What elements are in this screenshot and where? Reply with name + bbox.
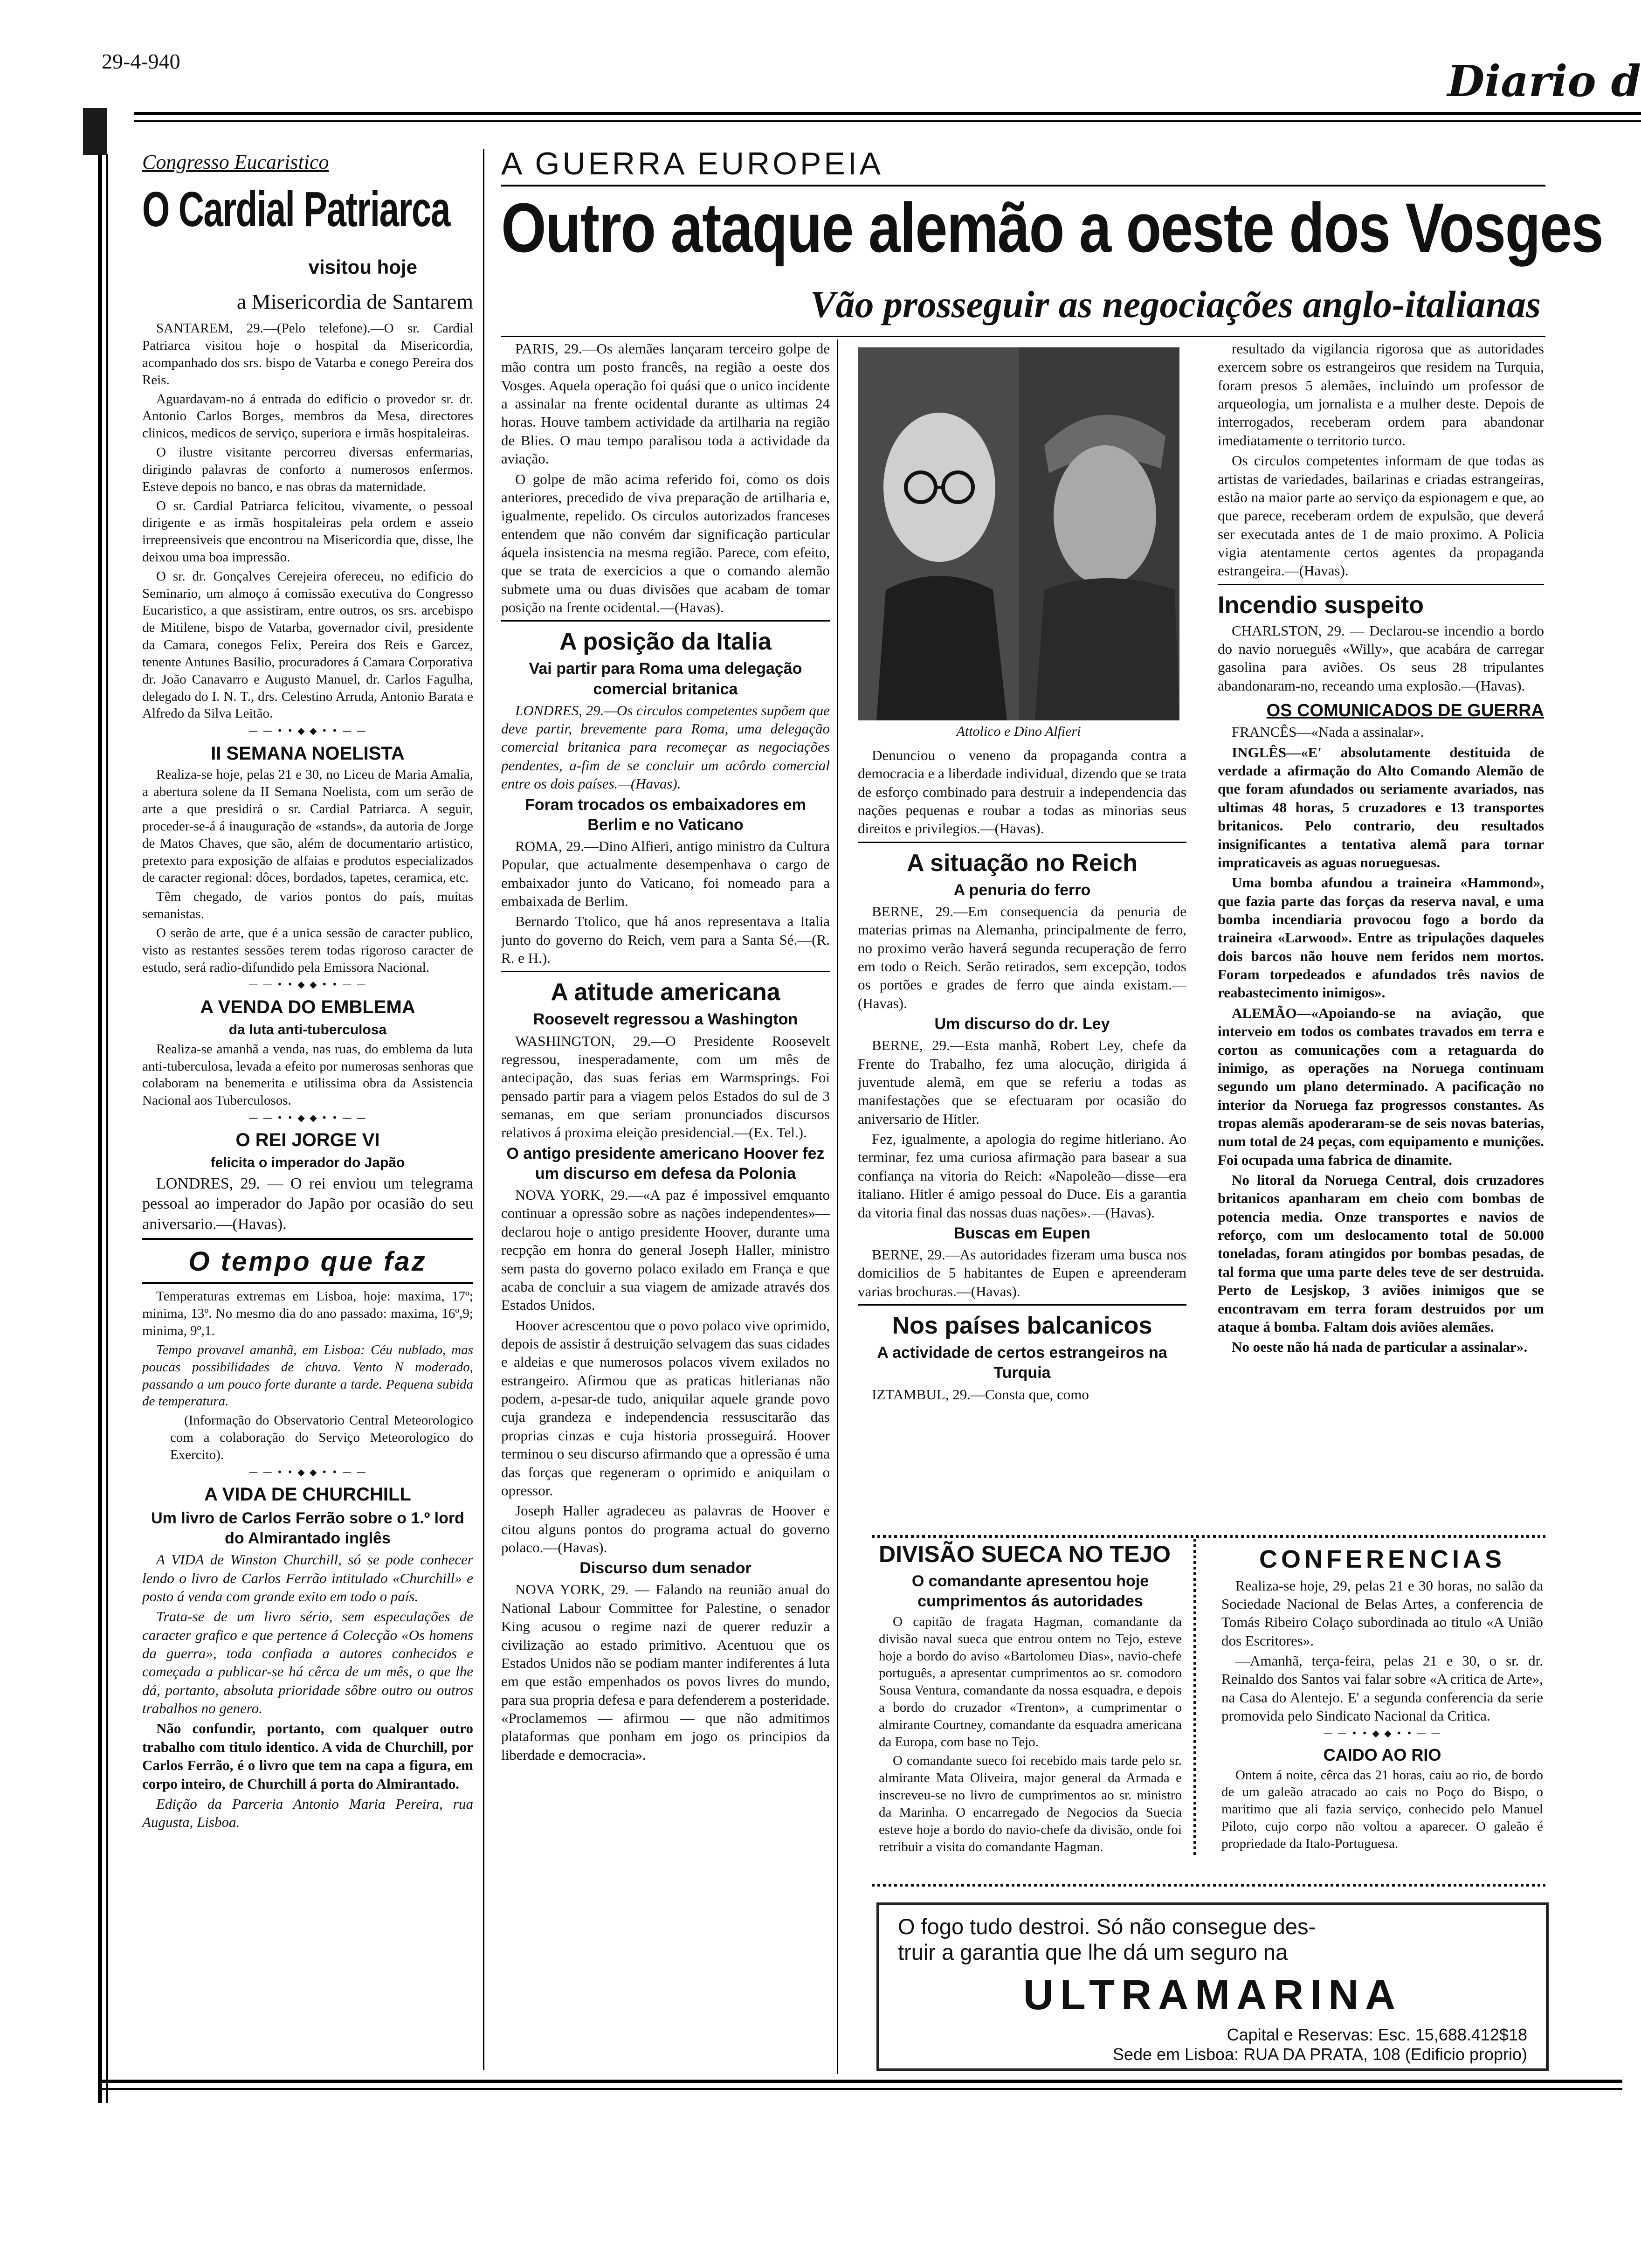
separator: — — • • ◆ ◆ • • — — [248,979,367,990]
main-headline: Outro ataque alemão a oeste dos Vosges [501,188,1603,267]
photo-attolico-alfieri [858,347,1179,720]
divider [1218,584,1544,585]
divider [501,971,830,972]
section-label: A GUERRA EUROPEIA [501,146,883,181]
comunic-p5: No litoral da Noruega Central, dois cruzadores britanicos apanharam em cheio com bombas de potencia media. Onze transportes e navios de reforço, com um deslocamento total de 50.000 toneladas, foram atingidos por bombas pesadas, de tal forma que uma parte deles teve de ser destruida. Perto de Lesjskop, 3 aviões inimigos que se encontravam em terra foram destruidos por um ataque á bomba. Faltam dois aviões alemães. [1218,1172,1544,1335]
sueca-subtitle: O comandante apresentou hoje cumprimentos ás autoridades [911,1572,1149,1610]
corner-block [83,108,107,155]
embaix-p1: ROMA, 29.—Dino Alfieri, antigo ministro da Cultura Popular, que actualmente desempenhava o cargo de embaixador junto do Vaticano, foi nomeado para a embaixada de Berlim. [501,837,830,909]
left-p1: SANTAREM, 29.—(Pelo telefone).—O sr. Cardial Patriarca visitou hoje o hospital da Misericordia, acompanhado dos srs. bispo de Vatarba e conego Pereira dos Reis. [142,321,473,387]
mid-p1: Denunciou o veneno da propaganda contra a democracia e a liberdade individual, dizendo que se trata de esforço combinado para destruir a independencia das nações pequenas e roubar a todas as minorias seus direitos e privilegios.—(Havas). [858,747,1186,837]
header-rule [134,112,1641,115]
dotted-rule [872,1535,1545,1538]
left-margin-rule-2 [106,154,108,2103]
comunic-title: OS COMUNICADOS DE GUERRA [1266,701,1544,721]
semana-p1: Realiza-se hoje, pelas 21 e 30, no Liceu de Maria Amalia, a abertura solene da II Semana Noelista, com um serão de arte a que presidirá o sr. Cardial Patriarca. A seguir, proceder-se-á á inauguração de «stands», da autoria de Jorge de Matos Chaves, que são, além de documentario artistico, pretexto para exposição de alfaias e produtos especializados de caracter regional: dôces, bordados, tapetes, ceramica, etc. [142,767,473,885]
semana-title: II SEMANA NOELISTA [211,743,405,764]
separator: — — • • ◆ ◆ • • — — [248,725,367,737]
bottom-rule-2 [98,2088,1622,2090]
header-rule-2 [134,120,1641,122]
tempo-p1: Temperaturas extremas em Lisboa, hoje: maxima, 17º; minima, 13º. No mesmo dia do ano passado: maxima, 16º,9; minima, 9º,1. [142,1289,473,1339]
churchill-p1: A VIDA de Winston Churchill, só se pode conhecer lendo o livro de Carlos Ferrão intitulado «Churchill» e posto á venda com grande exito em todo o país. [142,1551,473,1604]
eupen-subtitle: Buscas em Eupen [954,1224,1090,1242]
venda-subtitle: da luta anti-tuberculosa [228,1022,387,1037]
amer-title: A atitude americana [551,979,780,1006]
eupen-p1: BERNE, 29.—As autoridades fizeram uma busca nos domicilios de 5 habitantes de Eupen e apreenderam varias brochuras.—(Havas). [858,1246,1186,1300]
divider [858,842,1186,843]
photo-caption: Attolico e Dino Alfieri [956,724,1081,739]
col-divider-left [483,149,484,2070]
sueca-p1: O capitão de fragata Hagman, comandante da divisão naval sueca que entrou ontem no Tejo, esteve hoje a bordo do aviso «Bartolomeu Dias», navio-chefe português, a apresentar cumprimentos ao sr. comodoro Sousa Ventura, comandante da nossa esquadra, e depois a bordo do cruzador «Trenton», a cumprimentar o almirante Courtney, comandante da esquadra americana da Europa, com base no Tejo. [879,1614,1182,1749]
main-column-4 [1218,339,1544,1533]
sueca-title: DIVISÃO SUECA NO TEJO [879,1541,1171,1567]
col-divider [837,339,838,2074]
separator: — — • • ◆ ◆ • • — — [1323,1728,1441,1739]
rei-subtitle: felicita o imperador do Japão [210,1155,405,1171]
left-p2: Aguardavam-no á entrada do edificio o provedor sr. dr. Antonio Carlos Borges, membros da Mesa, directores clinicos, medicos de serviço, superiora e irmãs hospitaleiras. [142,391,473,441]
balc-p1: IZTAMBUL, 29.—Consta que, como [872,1386,1089,1403]
main-column-2 [501,339,830,2074]
churchill-subtitle: Um livro de Carlos Ferrão sobre o 1.º lord do Almirantado inglês [151,1509,464,1548]
italia-title: A posição da Italia [559,628,772,656]
senador-subtitle: Discurso dum senador [579,1559,752,1577]
dotted-rule-2 [872,1884,1545,1887]
ley-subtitle: Um discurso do dr. Ley [934,1015,1110,1033]
comunic-p6: No oeste não há nada de particular a assinalar». [1232,1339,1528,1355]
reich-p1: BERNE, 29.—Em consequencia da penuria de materias primas na Alemanha, principalmente de ferro, no proximo verão haverá segunda recuperação de ferro em todo o Reich. Serão retirados, sem excepção, todos os portões e grades de ferro que ainda existam.—(Havas). [858,903,1186,1011]
conf-p1: Realiza-se hoje, 29, pelas 21 e 30 horas, no salão da Sociedade Nacional de Belas Artes, a conferencia de Tomás Ribeiro Colaço subordinada ao titulo «A União dos Escritores». [1221,1577,1543,1649]
separator: — — • • ◆ ◆ • • — — [248,1466,367,1478]
ley-p2: Fez, igualmente, a apologia do regime hitleriano. Ao terminar, fez uma curiosa afirmação para basear a sua confiança na vitoria do Reich: «Napoleão—disse—era italiano. Hitler é amigo pessoal do Duce. Eis a garantia da vitoria final das nossas duas nações».—(Havas). [858,1131,1186,1221]
separator: — — • • ◆ ◆ • • — — [248,1112,367,1123]
comunic-p3: Uma bomba afundou a traineira «Hammond», que fazia parte das forças da reserva naval, e uma bomba incendiaria provocou fogo a bordo da traineira «Larwood». Entre as tripulações daqueles dois barcos não houve nem feridos nem mortos. Foram torpedeados e afundados três navios de reabastecimento inimigos». [1218,874,1544,1001]
section-rule [501,185,1545,187]
senador-p1: NOVA YORK, 29. — Falando na reunião anual do National Labour Committee for Palestine, o senador King acusou o regime nazi de querer reduzir a civilização ao estado primitivo. Acentuou que os Estados Unidos não se podiam manter indiferentes á luta em que estão empenhados os povos livres do mundo, para sua propria defesa e para defenderem a posteridade. «Proclamemos — afirmou — que não admitimos plataformas que ponham em jogo os principios da liberdade e democracia». [501,1581,830,1763]
hoover-subtitle: O antigo presidente americano Hoover fez um discurso em defesa da Polonia [506,1144,825,1182]
left-column [142,149,473,2075]
masthead: Diario d [1447,56,1641,106]
semana-p2: Têm chegado, de varios pontos do país, muitas semanistas. [142,889,473,922]
embaix-subtitle: Foram trocados os embaixadores em Berlim e no Vaticano [525,795,806,834]
tempo-p3: (Informação do Observatorio Central Meteorologico com a colaboração do Serviço Meteorologico do Exercito). [170,1413,473,1462]
semana-p3: O serão de arte, que é a unica sessão de caracter publico, visto as restantes sessões terem todas rigoroso caracter de estudo, será radio-difundido pela Emissora Nacional. [142,925,473,975]
divider [501,620,830,622]
sueca-box [879,1539,1182,1865]
balc-subtitle: A actividade de certos estrangeiros na Turquia [877,1344,1167,1382]
churchill-p4: Edição da Parceria Antonio Maria Pereira, rua Augusta, Lisboa. [142,1795,473,1831]
venda-p1: Realiza-se amanhã a venda, nas ruas, do emblema da luta anti-tuberculosa, levada a efeito por numerosas senhoras que colaboram na benemerita e utilissima obra da Assistencia Nacional aos Tuberculosos. [142,1041,473,1108]
ad-address: Sede em Lisboa: RUA DA PRATA, 108 (Edificio proprio) [1112,2045,1527,2064]
main-subhead: Vão prosseguir as negociações anglo-italianas [810,283,1541,325]
churchill-p2: Trata-se de um livro sério, sem especulações de caracter grafico e que pertence á Colecção «Os homens da guerra», toda confiada a autores conhecidos e começada a publicar-se há cêrca de um mês, o que lhe dá, portanto, absoluta prioridade sôbre outro ou outros trabalhos no genero. [142,1608,473,1717]
comunic-p4: ALEMÃO—«Apoiando-se na aviação, que interveio em todos os combates travados em terra e cortou as comunicações com a retaguarda do inimigo, as operações na Noruega continuam segundo um plano determinado. A pacificação no interior da Noruega faz progressos constantes. As tropas alemãs apoderaram-se de seis novas baterias, num total de 24 peças, com equipamento e munições. Foi ocupada uma fabrica de dinamite. [1218,1004,1544,1168]
conf-p2: —Amanhã, terça-feira, pelas 21 e 30, o sr. dr. Reinaldo dos Santos vai falar sobre «A critica de Arte», na Casa do Alentejo. E' a segunda conferencia da serie promovida pelo Sindicato Nacional da Critica. [1221,1653,1543,1724]
tempo-rule-2 [142,1282,473,1284]
left-p5: O sr. dr. Gonçalves Cerejeira ofereceu, no edificio do Seminario, um almoço á comissão executiva do Congresso Eucaristico, a que assistiram, entre outros, os srs. arcebispo de Mitilene, bispo de Vatarba, governador civil, presidente da Camara, conegos Felix, Pereira dos Reis e Garcez, tenente Antunes Basilio, procuradores á Camara Corporativa dr. João Canavarro e Augusto Manuel, dr. Carlos Fagulha, delegado do I. N. T., drs. Celestino Arruda, Antonio Barata e Alfredo da Silva Leitão. [142,568,473,721]
conf-title: CONFERENCIAS [1259,1545,1506,1573]
right-p2: Os circulos competentes informam de que todas as artistas de variedades, bailarinas e criadas estrangeiras, estão na maior parte ao serviço da espionagem e que, ao que parece, receberam ordem de expulsão, que deverá ser executada antes de 1 de maio proximo. A Policia vigia atentamente certos agentes da propaganda estrangeira.—(Havas). [1218,452,1544,579]
box-divider [1193,1539,1196,1856]
rei-title: O REI JORGE VI [235,1130,380,1151]
hoover-p3: Joseph Haller agradeceu as palavras de Hoover e citou alguns pontos do programa actual do governo polaco.—(Havas). [501,1502,830,1556]
conferencias-box [1221,1539,1543,1865]
reich-title: A situação no Reich [906,849,1138,877]
ultramarina-ad [876,1902,1549,2071]
italia-p1: LONDRES, 29.—Os circulos competentes supõem que deve partir, brevemente para Roma, uma delegação comercial britanica para recomeçar as negociações pendentes, a-fim de se concluir um acôrdo comercial entre os dois países.—(Havas). [501,702,830,792]
italia-subtitle: Vai partir para Roma uma delegação comercial britanica [529,660,802,698]
left-subtitle-2: a Misericordia de Santarem [236,289,473,313]
hoover-p1: NOVA YORK, 29.—«A paz é impossivel emquanto continuar a opressão sobre as nações independentes»—declarou hoje o antigo presidente Hoover, durante uma recpção em honra do general Joseph Haller, ministro sem pasta do governo polaco exilado em França e que acaba de concluir a sua viagem de amizade através dos Estados Unidos. [501,1187,830,1314]
tempo-title: O tempo que faz [188,1246,427,1277]
left-kicker: Congresso Eucaristico [142,151,329,173]
left-title: O Cardial Patriarca [142,181,450,237]
caido-title: CAIDO AO RIO [1323,1745,1441,1764]
amer-p1: WASHINGTON, 29.—O Presidente Roosevelt regressou, inesperadamente, com um mês de antecipação, das suas ferias em Warmsprings. Foi pensado partir para a viagem pelos Estados do sul de 3 semanas, em que seriam pronunciados discursos relativos á proxima eleição presidencial.—(Ex. Tel.). [501,1032,830,1141]
left-p3: O ilustre visitante percorreu diversas enfermarias, dirigindo palavras de conforto a numerosos enfermos. Esteve depois no banco, e nas obras da maternidade. [142,445,473,494]
left-p4: O sr. Cardial Patriarca felicitou, vivamente, o pessoal dirigente e as irmãs hospitaleiras pela ordem e asseio irrepreensiveis que encontrou na Misericordia que, disse, lhe deixou uma boa impressão. [142,498,473,565]
comunic-p1: FRANCÊS—«Nada a assinalar». [1232,724,1424,740]
incendio-p1: CHARLSTON, 29. — Declarou-se incendio a bordo do navio norueguês «Willy», que acabára de carregar gasolina para aviões. Os seus 28 tripulantes abandonaram-no, receando uma explosão.—(Havas). [1218,622,1544,694]
comunic-p2: INGLÊS—«E' absolutamente destituida de verdade a afirmação do Alto Comando Alemão de que foram afundados ou seriamente avariados, nas ultimas 48 horas, 5 cruzadores e 13 transportes britanicos. Pelo contrario, deu resultados insignificantes a tentativa alemã para tornar impraticaveis as aguas norueguesas. [1218,744,1544,871]
venda-title: A VENDA DO EMBLEMA [200,996,415,1017]
paris-p2: O golpe de mão acima referido foi, como os dois anteriores, precedido de viva preparação de artilharia e, igualmente, repelido. Os circulos autorizados franceses entendem que não convém dar significação particular áquela insistencia na mesma região. Parece, com efeito, que se trata de exercicios a que o comando alemão submete uma ou duas divisões que acabam de tomar posição na frente ocidental.—(Havas). [501,470,830,616]
right-p1: resultado da vigilancia rigorosa que as autoridades exercem sobre os estrangeiros que residem na Turquia, foram presos 5 alemães, incluindo um professor de arqueologia, um jornalista e a mulher deste. Depois de interrogados, receberam ordem para abandonar imediatamente o territorio turco. [1218,340,1544,449]
ad-line-1: O fogo tudo destroi. Só não consegue des- [898,1914,1316,1939]
paris-p1: PARIS, 29.—Os alemães lançaram terceiro golpe de mão contra um posto francês, na região a oeste dos Vosges. Aquela operação foi quási que o unico incidente a assinalar na frente ocidental durante as ultimas 24 horas. Houve tambem actividade da artilharia na região de Blies. O mau tempo paralisou toda a actividade da aviação. [501,340,830,467]
main-column-3 [858,746,1186,1534]
churchill-p3: Não confundir, portanto, com qualquer outro trabalho com titulo identico. A vida de Churchill, por Carlos Ferrão, é o livro que tem na capa a figura, em corpo inteiro, de Churchill á porta do Almirantado. [142,1720,473,1792]
left-margin-rule [98,154,102,2103]
divider [858,1304,1186,1306]
churchill-title: A VIDA DE CHURCHILL [204,1484,411,1505]
sueca-p2: O comandante sueco foi recebido mais tarde pelo sr. almirante Mata Oliveira, major general da Armada e inscreveu-se no livro de cumprimentos ao sr. ministro da Marinha. O encarregado de Negocios da Suecia esteve hoje a bordo do navio-chefe da divisão, onde foi retribuir a visita do comandante Hagman. [879,1753,1182,1854]
tempo-p2: Tempo provavel amanhã, em Lisboa: Céu nublado, mas poucas possibilidades de chuva. Vento N moderado, passando a um pouco forte durante a tarde. Pequena subida de temperatura. [142,1342,473,1409]
ad-capital: Capital e Reservas: Esc. 15,688.412$18 [1227,2025,1527,2044]
reich-subtitle: A penuria do ferro [953,881,1091,899]
embaix-p2: Bernardo Ttolico, que há anos representava a Italia junto do governo do Reich, vem para a Santa Sé.—(R. R. e H.). [501,913,830,967]
amer-subtitle: Roosevelt regressou a Washington [533,1010,798,1029]
rei-p1: LONDRES, 29. — O rei enviou um telegrama pessoal ao imperador do Japão por ocasião do seu aniversario.—(Havas). [142,1175,473,1233]
tempo-rule [142,1238,473,1240]
ad-line-2: truir a garantia que lhe dá um seguro na [898,1940,1288,1964]
incendio-title: Incendio suspeito [1218,591,1424,619]
ley-p1: BERNE, 29.—Esta manhã, Robert Ley, chefe da Frente do Trabalho, fez uma alocução, dirigida á juventude alemã, em que se referiu a todas as manifestações que se efectuaram por ocasião do aniversario de Hitler. [858,1037,1186,1127]
ad-brand: ULTRAMARINA [1023,1972,1402,2019]
bottom-rule [98,2080,1622,2083]
balc-title: Nos países balcanicos [892,1312,1152,1340]
subhead-rule [501,336,1545,337]
photo-illustration [858,347,1179,720]
caido-p1: Ontem á noite, cêrca das 21 horas, caiu ao rio, de bordo de um galeão atracado ao cais no Poço do Bispo, o maritimo que ali fazia serviço, conhecido pelo Manuel Piloto, cujo corpo não voltou a aparecer. O galeão é propriedade da Italo-Portuguesa. [1221,1767,1543,1851]
hoover-p2: Hoover acrescentou que o povo polaco vive oprimido, depois de assistir á destruição selvagem das suas cidades e aldeias e que numerosos polacos vivem exilados no estrangeiro. Afirmou que as praticas hitlerianas não podem, a-pesar-de tudo, aniquilar aquele grande povo cuja grandeza e independencia ressuscitarão das proprias cinzas e cuja historia prosseguirá. Hoover terminou o seu discurso afirmando que a opressão é uma das forças que regeneram o oprimido e aniquilam o opressor. [501,1317,830,1499]
left-subtitle-1: visitou hoje [308,256,417,278]
page-date: 29-4-940 [102,49,180,73]
